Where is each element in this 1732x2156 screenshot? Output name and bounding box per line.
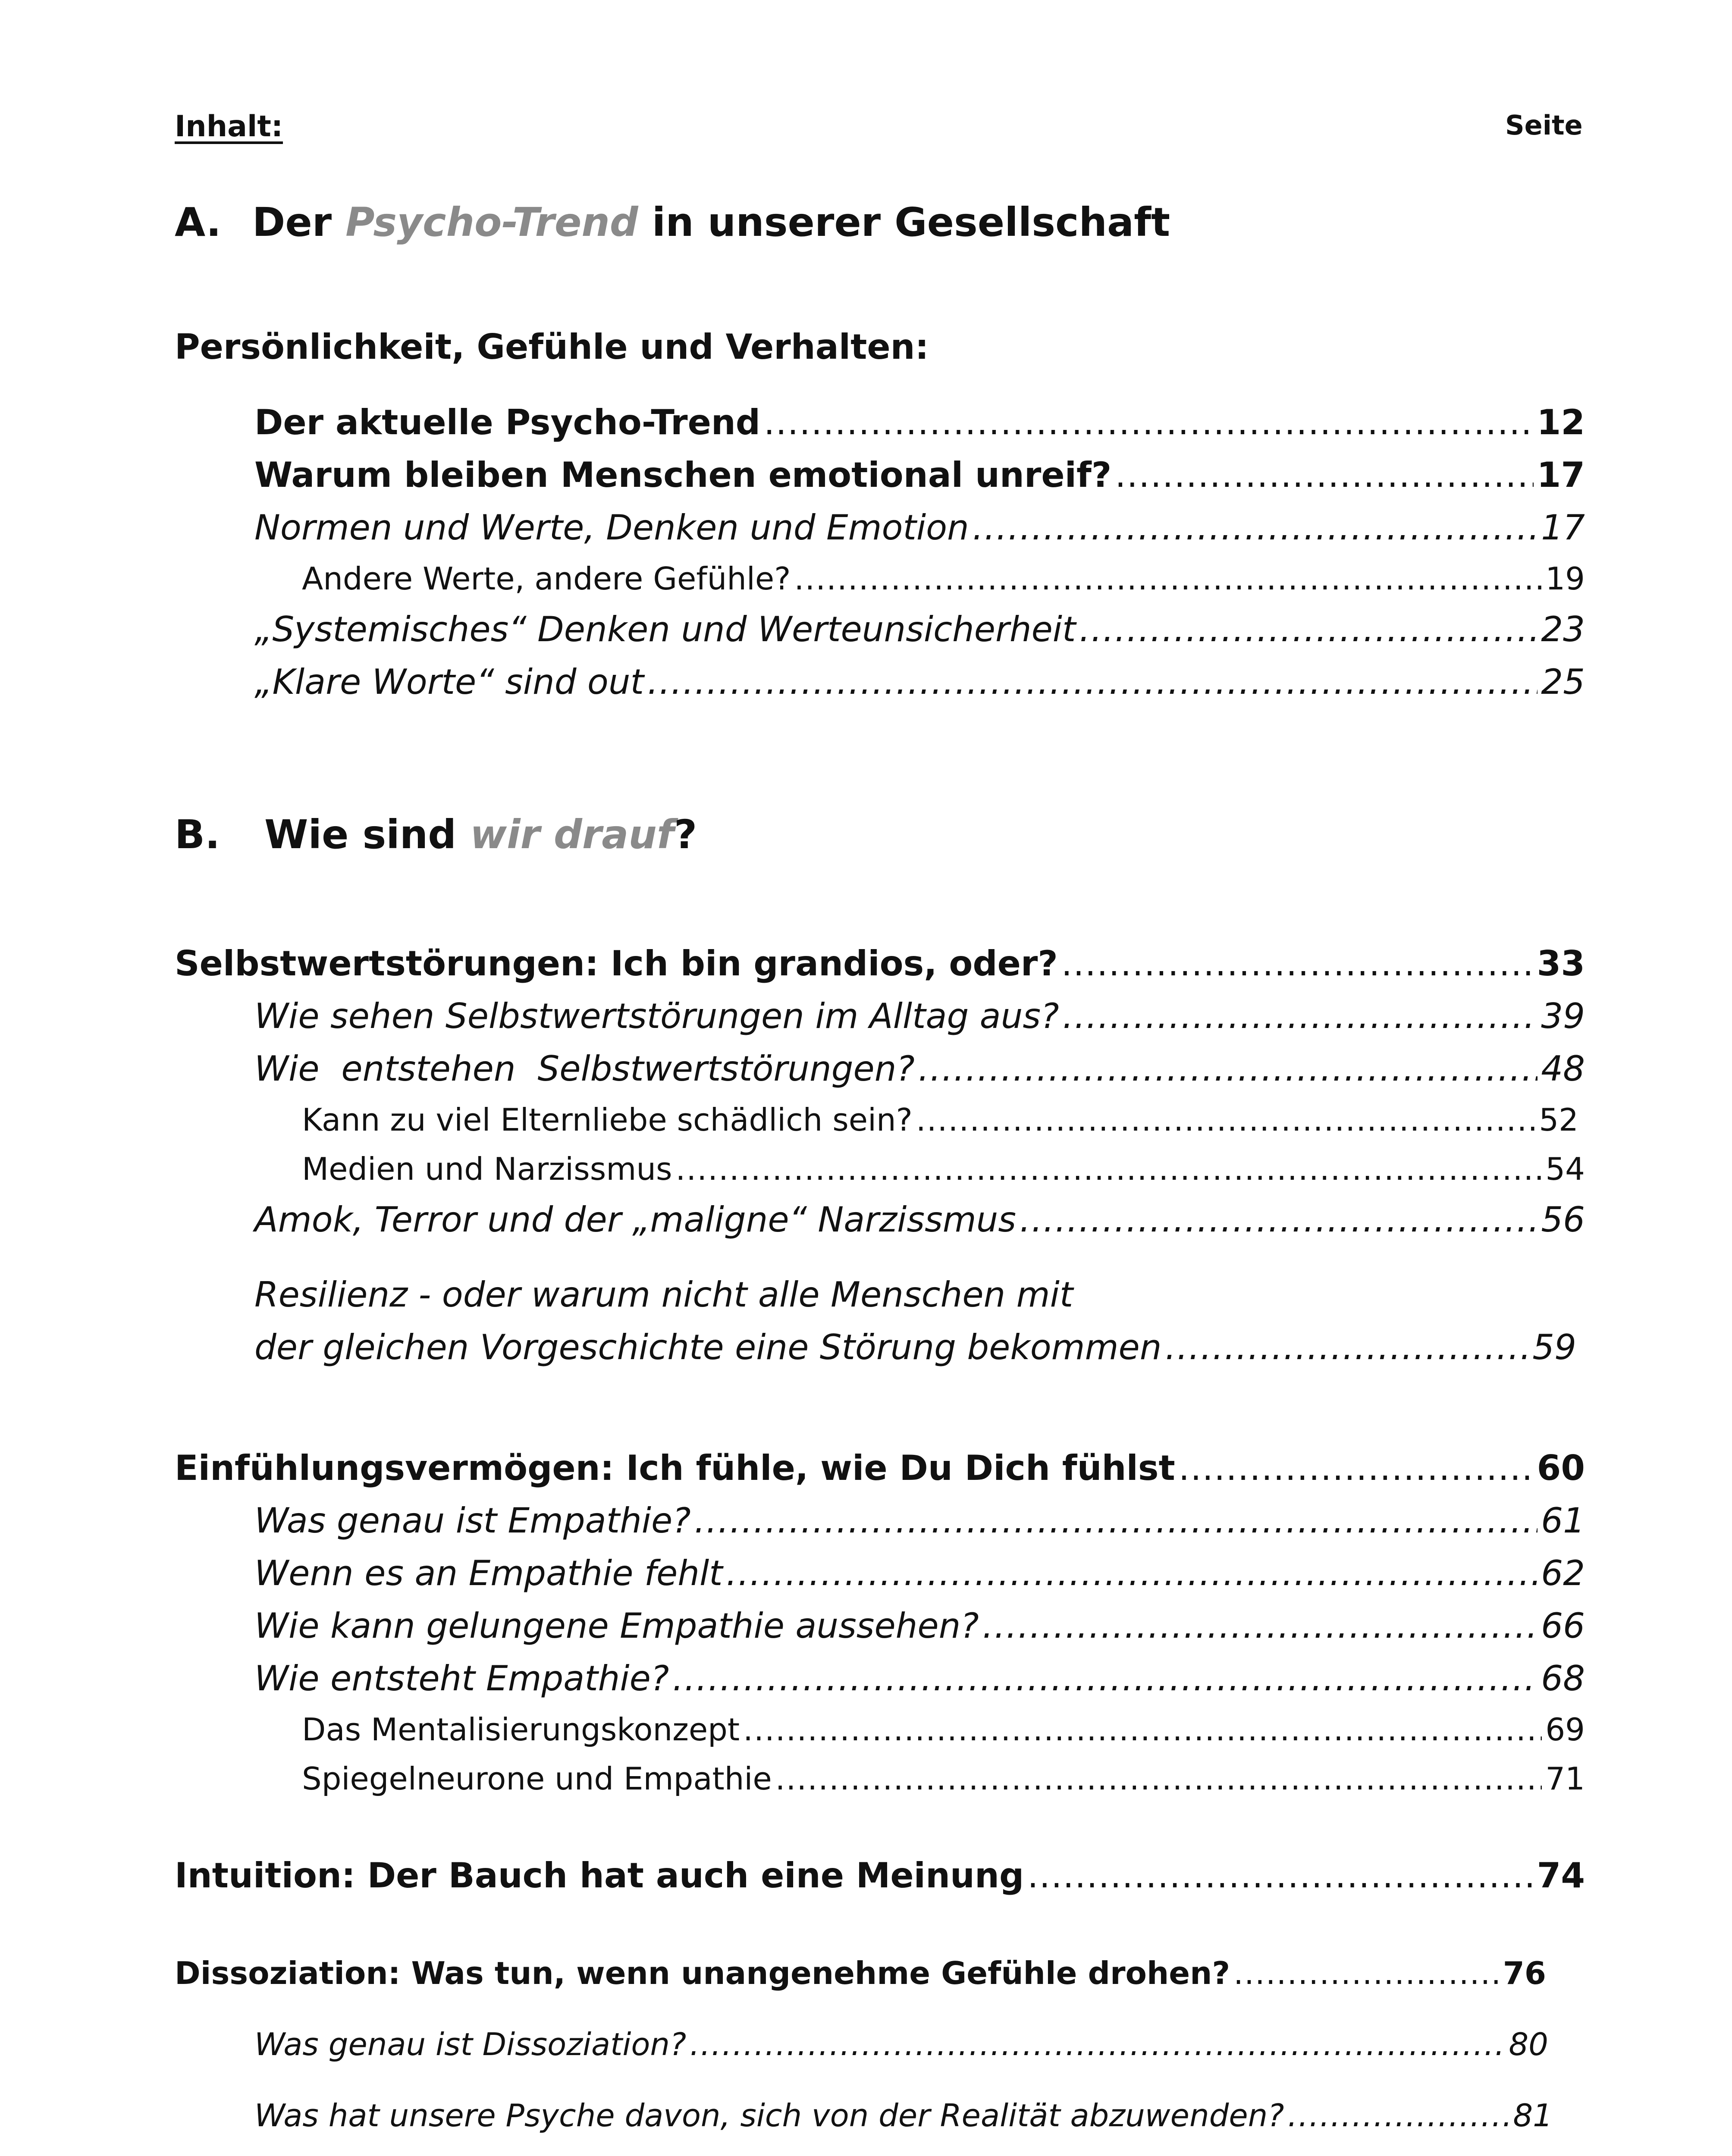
toc-entry-page: 52	[1539, 1102, 1578, 1138]
toc-entry	[254, 2026, 1548, 2062]
toc-entry-page: 62	[1541, 1553, 1585, 1593]
toc-leader	[1115, 458, 1533, 492]
toc-entry-page: 66	[1541, 1606, 1585, 1646]
toc-entry	[254, 609, 1585, 649]
toc-leader	[794, 563, 1542, 594]
toc-entry-title: Normen und Werte, Denken und Emotion	[254, 508, 969, 548]
toc-group-entry	[175, 1955, 1546, 1991]
toc-group-title: Intuition: Der Bauch hat auch eine Meinung	[175, 1855, 1024, 1896]
toc-leader	[1061, 946, 1534, 981]
toc-entry	[254, 508, 1585, 548]
toc-leader	[1233, 1958, 1500, 1989]
toc-entry-title: Medien und Narzissmus	[302, 1151, 672, 1187]
toc-entry	[254, 1501, 1585, 1541]
toc-entry	[254, 996, 1585, 1036]
toc-entry	[302, 1711, 1585, 1748]
toc-entry-title: Wie sehen Selbstwertstörungen im Alltag aus?	[254, 996, 1059, 1036]
toc-leader	[675, 1153, 1542, 1185]
toc-group-page: 33	[1537, 943, 1585, 984]
section-a-title-post: in unserer Gesellschaft	[638, 199, 1170, 245]
section-b-title-post: ?	[674, 812, 697, 858]
section-b-letter: B.	[175, 812, 220, 858]
toc-group-title: Dissoziation: Was tun, wenn unangenehme Gefühle drohen?	[175, 1955, 1230, 1991]
toc-entry	[302, 1761, 1585, 1797]
toc-entry-title: Der aktuelle Psycho-Trend	[254, 402, 761, 442]
section-b-heading	[175, 812, 697, 858]
toc-entry-title: Was genau ist Empathie?	[254, 1501, 691, 1541]
toc-entry-title: Wie entstehen Selbstwertstörungen?	[254, 1049, 915, 1089]
toc-entry-title: „Systemisches“ Denken und Werteunsicherheit	[254, 609, 1076, 649]
toc-entry	[254, 1049, 1585, 1089]
section-b-title-pre: Wie sind	[264, 812, 471, 858]
toc-entry	[254, 455, 1585, 495]
toc-entry-page: 23	[1541, 609, 1585, 649]
toc-leader	[726, 1556, 1538, 1591]
toc-group-title: Selbstwertstörungen: Ich bin grandios, oder?	[175, 943, 1058, 984]
toc-entry	[254, 402, 1585, 442]
section-a-title-pre: Der	[252, 199, 346, 245]
toc-entry-page: 69	[1545, 1711, 1585, 1748]
toc-group-page: 60	[1537, 1448, 1585, 1488]
toc-group-entry	[175, 1448, 1585, 1488]
toc-leader	[1079, 612, 1537, 647]
toc-leader	[982, 1609, 1537, 1643]
toc-entry-title: Das Mentalisierungskonzept	[302, 1711, 740, 1748]
toc-group-title: Einfühlungsvermögen: Ich fühle, wie Du Dich fühlst	[175, 1448, 1175, 1488]
toc-group-entry	[175, 943, 1585, 984]
toc-leader	[647, 665, 1537, 699]
group-personality-heading: Persönlichkeit, Gefühle und Verhalten:	[175, 327, 929, 367]
toc-leader	[973, 511, 1537, 545]
toc-entry-page: 56	[1541, 1200, 1585, 1240]
toc-entry-title-line1: Resilienz - oder warum nicht alle Menschen mit	[254, 1275, 1073, 1315]
toc-entry-page: 80	[1509, 2026, 1548, 2062]
section-a-letter: A.	[175, 199, 221, 245]
toc-entry-title: Wie entsteht Empathie?	[254, 1658, 669, 1698]
toc-entry-page: 19	[1545, 561, 1585, 597]
toc-entry	[254, 1327, 1576, 1367]
toc-entry-title: Was genau ist Dissoziation?	[254, 2026, 687, 2062]
toc-entry	[254, 1200, 1585, 1240]
toc-leader	[1020, 1203, 1537, 1237]
toc-leader	[694, 1504, 1538, 1538]
toc-entry-title: „Klare Worte“ sind out	[254, 662, 644, 702]
toc-heading: Inhalt:	[175, 110, 283, 144]
toc-entry-title: Andere Werte, andere Gefühle?	[302, 561, 791, 597]
section-b-title-highlight: wir drauf	[470, 812, 674, 858]
toc-entry-page: 71	[1545, 1761, 1585, 1797]
section-a-heading	[175, 199, 1170, 245]
toc-entry	[302, 1153, 1585, 1185]
page-column-heading: Seite	[1505, 110, 1583, 141]
toc-entry-page: 25	[1541, 662, 1585, 702]
toc-leader	[672, 1661, 1537, 1696]
toc-entry	[302, 1102, 1578, 1138]
toc-entry-page: 39	[1541, 996, 1585, 1036]
toc-group-entry	[175, 1855, 1585, 1896]
toc-entry-page: 68	[1541, 1658, 1585, 1698]
toc-entry	[302, 561, 1585, 597]
toc-entry	[254, 1553, 1585, 1593]
toc-leader	[1179, 1451, 1534, 1485]
toc-entry-page: 54	[1545, 1151, 1585, 1187]
toc-leader	[1063, 999, 1538, 1034]
toc-entry-page: 17	[1541, 508, 1585, 548]
toc-entry	[254, 2097, 1553, 2134]
toc-entry-title: Warum bleiben Menschen emotional unreif?	[254, 455, 1112, 495]
toc-leader	[916, 1104, 1536, 1135]
toc-leader	[775, 1763, 1542, 1794]
toc-group-page: 74	[1537, 1855, 1585, 1896]
toc-entry	[254, 1606, 1585, 1646]
toc-leader	[1165, 1330, 1529, 1365]
toc-entry	[254, 1658, 1585, 1698]
toc-entry-page: 48	[1541, 1049, 1585, 1089]
toc-entry	[254, 662, 1585, 702]
toc-entry-page: 81	[1513, 2097, 1553, 2134]
toc-leader	[1027, 1858, 1533, 1893]
toc-entry-title: Wie kann gelungene Empathie aussehen?	[254, 1606, 979, 1646]
toc-leader	[918, 1052, 1537, 1086]
toc-group-page: 76	[1503, 1955, 1546, 1991]
toc-leader	[1287, 2100, 1509, 2131]
toc-leader	[743, 1714, 1542, 1745]
toc-leader	[764, 405, 1534, 440]
toc-entry-page: 61	[1541, 1501, 1585, 1541]
toc-entry-title-line2: der gleichen Vorgeschichte eine Störung bekommen	[254, 1327, 1162, 1367]
toc-leader	[690, 2029, 1505, 2060]
toc-entry-title: Wenn es an Empathie fehlt	[254, 1553, 723, 1593]
section-a-title-highlight: Psycho-Trend	[345, 199, 638, 245]
toc-entry-title: Spiegelneurone und Empathie	[302, 1761, 772, 1797]
toc-entry-title: Was hat unsere Psyche davon, sich von der Realität abzuwenden?	[254, 2097, 1284, 2134]
toc-entry-title: Amok, Terror und der „maligne“ Narzissmus	[254, 1200, 1017, 1240]
toc-entry-title: Kann zu viel Elternliebe schädlich sein?	[302, 1102, 913, 1138]
toc-entry-page: 12	[1537, 402, 1585, 442]
toc-entry-page: 59	[1532, 1327, 1576, 1367]
toc-entry-page: 17	[1537, 455, 1585, 495]
